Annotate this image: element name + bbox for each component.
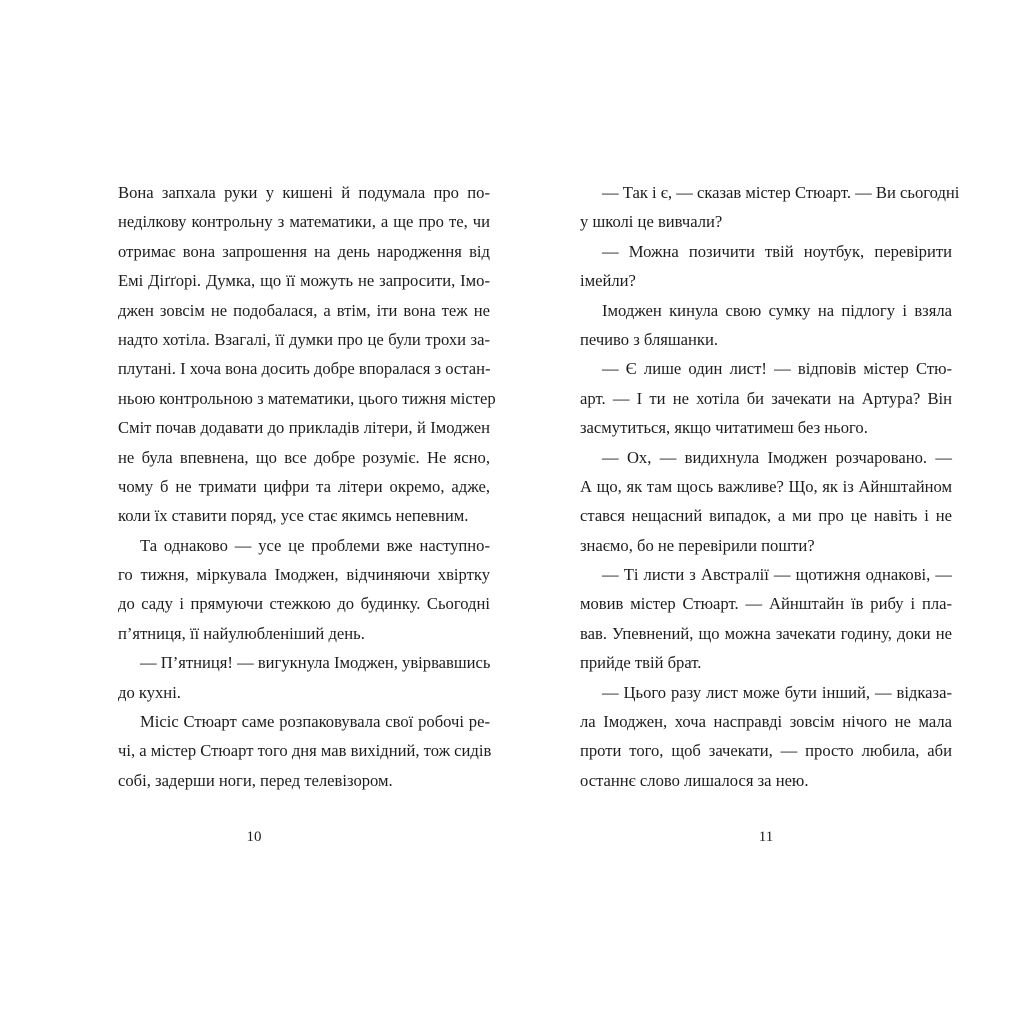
- text-line: Місіс Стюарт саме розпаковувала свої робочі ре-: [140, 712, 490, 732]
- text-line: до саду і прямуючи стежкою до будинку. Сьогодні: [118, 594, 490, 614]
- text-line: чі, а містер Стюарт того дня мав вихідний, тож сидів: [118, 741, 492, 761]
- text-line: — Ох, — видихнула Імоджен розчаровано. —: [602, 447, 952, 467]
- text-line: до кухні.: [118, 682, 181, 702]
- text-line: засмутиться, якщо читатимеш без нього.: [580, 418, 868, 438]
- text-line: А що, як там щось важливе? Що, як із Айнштайном: [580, 476, 952, 496]
- text-line: — Можна позичити твій ноутбук, перевірити: [602, 241, 952, 261]
- text-line: — Є лише один лист! — відповів містер Стю-: [602, 359, 952, 379]
- left-page: [118, 178, 496, 795]
- text-line: Емі Діґґорі. Думка, що її можуть не запросити, Імо-: [118, 271, 490, 291]
- page-number-left: 10: [246, 829, 262, 845]
- text-line: у школі це вивчали?: [580, 212, 723, 232]
- text-line: печиво з бляшанки.: [580, 329, 718, 349]
- text-line: імейли?: [580, 271, 636, 291]
- text-line: знаємо, бо не перевірили пошти?: [580, 535, 815, 555]
- text-line: коли їх ставити поряд, усе стає якимсь непевним.: [118, 506, 469, 526]
- text-line: го тижня, міркувала Імоджен, відчиняючи хвіртку: [118, 565, 490, 585]
- page-number-right: 11: [758, 829, 774, 845]
- text-line: неділкову контрольну з математики, а ще про те, чи: [118, 212, 490, 232]
- text-line: мовив містер Стюарт. — Айнштайн їв рибу і пла-: [580, 594, 952, 614]
- text-line: останнє слово лишалося за нею.: [580, 770, 809, 790]
- text-line: Імоджен кинула свою сумку на підлогу і взяла: [602, 300, 952, 320]
- text-line: — Цього разу лист може бути інший, — відказа-: [602, 682, 952, 702]
- text-line: не була впевнена, що все добре розуміє. Не ясно,: [118, 447, 490, 467]
- text-line: — Так і є, — сказав містер Стюарт. — Ви сьогодні: [602, 183, 960, 202]
- text-line: ла Імоджен, хоча насправді зовсім нічого не мала: [580, 712, 952, 732]
- text-line: вав. Упевнений, що можна зачекати годину, доки не: [580, 623, 952, 643]
- text-line: чому б не тримати цифри та літери окремо, адже,: [118, 476, 490, 496]
- text-line: Сміт почав додавати до прикладів літери, й Імоджен: [118, 418, 490, 438]
- text-line: арт. — І ти не хотіла би зачекати на Артура? Він: [580, 388, 952, 408]
- text-line: стався нещасний випадок, а ми про це навіть і не: [580, 506, 952, 526]
- text-line: Та однаково — усе це проблеми вже наступно-: [140, 535, 490, 555]
- text-line: прийде твій брат.: [580, 653, 702, 673]
- text-line: проти того, щоб зачекати, — просто любила, аби: [580, 741, 952, 761]
- text-line: п’ятниця, її найулюбленіший день.: [118, 623, 365, 643]
- text-line: Вона запхала руки у кишені й подумала про по-: [118, 183, 490, 202]
- text-line: собі, задерши ноги, перед телевізором.: [118, 770, 393, 790]
- text-line: джен зовсім не подобалася, а втім, іти вона теж не: [118, 300, 490, 320]
- text-line: — П’ятниця! — вигукнула Імоджен, увірвавшись: [140, 653, 491, 673]
- text-line: отримає вона запрошення на день народження від: [118, 241, 490, 261]
- text-line: плутані. І хоча вона досить добре впоралася з остан-: [118, 359, 491, 379]
- text-line: ньою контрольною з математики, цього тижня містер: [118, 388, 496, 408]
- text-line: надто хотіла. Взагалі, її думки про це були трохи за-: [118, 329, 490, 349]
- right-page: [580, 178, 960, 795]
- text-line: — Ті листи з Австралії — щотижня однакові, —: [602, 565, 952, 585]
